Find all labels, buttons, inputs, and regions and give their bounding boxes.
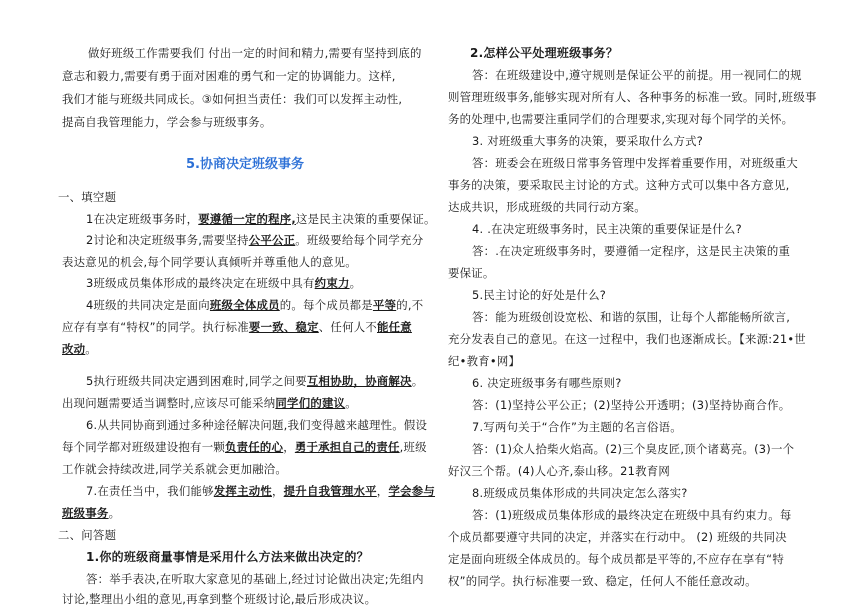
intro-line: 提高自我管理能力，学会参与班级事务。 xyxy=(62,115,272,129)
q5-answer: 答：能为班级创设宽松、和谐的氛围，让每个人都能畅所欲言, xyxy=(472,310,791,324)
q2-answer: 则管理班级事务,能够实现对所有人、各种事务的标准一致。同时,班级事 xyxy=(448,90,817,104)
q2-answer: 答：在班级建设中,遵守规则是保证公平的前提。用一视同仁的规 xyxy=(472,68,802,82)
fill-question-7: 7.在责任当中，我们能够发挥主动性，提升自我管理水平，学会参与 xyxy=(86,484,436,498)
intro-line: 做好班级工作需要我们 付出一定的时间和精力,需要有坚持到底的 xyxy=(88,46,422,60)
q5-answer: 纪•教育•网】 xyxy=(448,354,521,368)
fill-question-6-cont: 每个同学都对班级建设抱有一颗负责任的心，勇于承担自己的责任,班级 xyxy=(62,440,427,454)
intro-line: 我们才能与班级共同成长。③如何担当责任：我们可以发挥主动性, xyxy=(62,92,403,106)
q2-answer: 务的处理中,也需要注重同学们的合理要求,实现对每个同学的关怀。 xyxy=(448,112,794,126)
q7-answer: 答：(1)众人拾柴火焰高。(2)三个臭皮匠,顶个诸葛亮。(3)一个 xyxy=(472,442,795,456)
q3-answer: 事务的决策，要采取民主讨论的方式。这种方式可以集中各方意见, xyxy=(448,178,790,192)
q4-title: 4. .在决定班级事务时，民主决策的重要保证是什么? xyxy=(472,222,742,236)
intro-line: 意志和毅力,需要有勇于面对困难的勇气和一定的协调能力。这样, xyxy=(62,69,396,83)
fill-question-1: 1在决定班级事务时，要遵循一定的程序,这是民主决策的重要保证。 xyxy=(86,212,436,226)
q5-title: 5.民主讨论的好处是什么? xyxy=(472,288,607,302)
fill-question-4-cont: 应存有享有“特权”的同学。执行标准要一致、稳定、任何人不能任意 xyxy=(62,320,412,334)
q2-title: 2.怎样公平处理班级事务？ xyxy=(470,46,619,60)
part1-title: 一、填空题 xyxy=(58,190,117,204)
qa1-answer: 讨论,整理出小组的意见,再拿到整个班级讨论,最后形成决议。 xyxy=(62,592,377,606)
q5-answer: 充分发表自己的意见。在这一过程中，我们也逐渐成长。【来源:21•世 xyxy=(448,332,806,346)
section-title: 5.协商决定班级事务 xyxy=(186,157,304,172)
part2-title: 二、问答题 xyxy=(58,528,117,542)
q3-title: 3. 对班级重大事务的决策，要采取什么方式? xyxy=(472,134,704,148)
q8-answer: 答：(1)班级成员集体形成的最终决定在班级中具有约束力。每 xyxy=(472,508,792,522)
q3-answer: 答：班委会在班级日常事务管理中发挥着重要作用，对班级重大 xyxy=(472,156,798,170)
q7-answer: 好汉三个帮。(4)人心齐,泰山移。21教育网 xyxy=(448,464,671,478)
q8-answer: 定是面向班级全体成员的。每个成员都是平等的,不应存在享有“特 xyxy=(448,552,784,566)
qa1-title: 1.你的班级商量事情是采用什么方法来做出决定的？ xyxy=(86,550,369,564)
q7-title: 7.写两句关于“合作”为主题的名言俗语。 xyxy=(472,420,682,434)
fill-question-2: 2讨论和决定班级事务,需要坚持公平公正。班级要给每个同学充分 xyxy=(86,233,424,247)
q8-answer: 权”的同学。执行标准要一致、稳定，任何人不能任意改动。 xyxy=(448,574,757,588)
fill-question-5: 5执行班级共同决定遇到困难时,同学之间要互相协助，协商解决。 xyxy=(86,374,424,388)
fill-question-4-cont: 改动。 xyxy=(62,342,97,356)
fill-question-3: 3班级成员集体形成的最终决定在班级中具有约束力。 xyxy=(86,276,362,290)
fill-question-7-cont: 班级事务。 xyxy=(62,506,121,520)
q8-answer: 个成员都要遵守共同的决定，并落实在行动中。 (2) 班级的共同决 xyxy=(448,530,787,544)
q4-answer: 要保证。 xyxy=(448,266,495,280)
fill-question-6-cont: 工作就会持续改进,同学关系就会更加融洽。 xyxy=(62,462,288,476)
q3-answer: 达成共识，形成班级的共同行动方案。 xyxy=(448,200,646,214)
fill-question-4: 4班级的共同决定是面向班级全体成员的。每个成员都是平等的,不 xyxy=(86,298,424,312)
qa1-answer: 答：举手表决,在听取大家意见的基础上,经过讨论做出决定;先组内 xyxy=(86,572,424,586)
q6-answer: 答：(1)坚持公平公正；(2)坚持公开透明；(3)坚持协商合作。 xyxy=(472,398,791,412)
q6-title: 6. 决定班级事务有哪些原则? xyxy=(472,376,622,390)
q4-answer: 答：.在决定班级事务时，要遵循一定程序，这是民主决策的重 xyxy=(472,244,791,258)
fill-question-2-cont: 表达意见的机会,每个同学要认真倾听并尊重他人的意见。 xyxy=(62,255,357,269)
q8-title: 8.班级成员集体形成的共同决定怎么落实? xyxy=(472,486,688,500)
fill-question-5-cont: 出现问题需要适当调整时,应该尽可能采纳同学们的建议。 xyxy=(62,396,357,410)
fill-question-6: 6.从共同协商到通过多种途径解决问题,我们变得越来越理性。假设 xyxy=(86,418,428,432)
